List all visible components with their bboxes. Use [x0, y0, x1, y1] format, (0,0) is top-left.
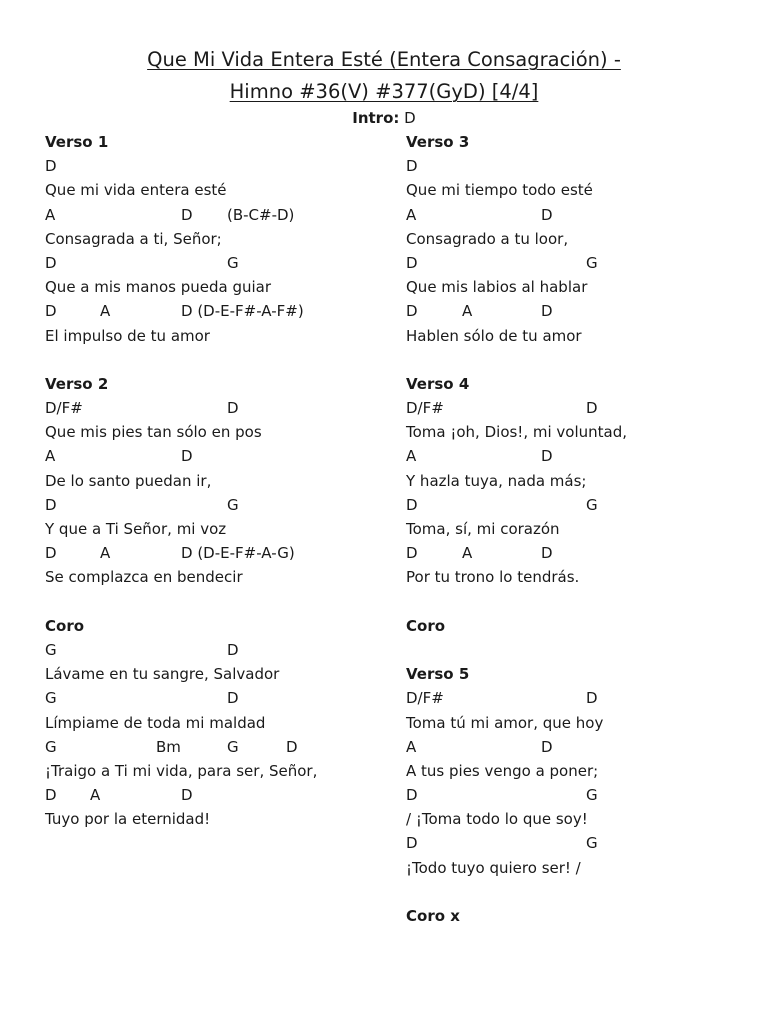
- song-title-line-1: [0, 48, 768, 72]
- chord: D: [541, 544, 553, 563]
- chord: D: [406, 302, 418, 321]
- lyric-line: Que a mis manos pueda guiar: [45, 278, 271, 297]
- chord: A: [100, 302, 111, 321]
- chord-row: [45, 251, 390, 275]
- chord: D: [406, 786, 418, 805]
- chord: D: [227, 640, 239, 659]
- chord: A: [90, 786, 101, 805]
- chord: D: [406, 834, 418, 853]
- chord: (B-C#-D): [227, 205, 295, 224]
- chord: D: [227, 689, 239, 708]
- section-heading: Verso 3: [406, 133, 470, 151]
- intro-line: [0, 108, 768, 128]
- spacer: [406, 590, 751, 614]
- lyric-line: De lo santo puedan ir,: [45, 471, 212, 490]
- lyric-line: El impulso de tu amor: [45, 326, 210, 345]
- chord-row: [45, 541, 390, 565]
- chord: D: [181, 205, 193, 224]
- chord: D: [541, 447, 553, 466]
- chord-row: [45, 638, 390, 662]
- section-heading: Verso 1: [45, 133, 109, 151]
- section-heading: Coro: [406, 616, 446, 635]
- chord: G: [45, 737, 57, 756]
- chord-row: [45, 396, 390, 420]
- lyric-line: Y que a Ti Señor, mi voz: [45, 520, 227, 538]
- chord: D: [181, 786, 193, 805]
- chord: D: [45, 302, 57, 321]
- spacer: [45, 348, 390, 372]
- spacer: [406, 638, 751, 662]
- lyric-line: ¡Traigo a Ti mi vida, para ser, Señor,: [45, 761, 318, 780]
- spacer: [45, 590, 390, 614]
- chord-row: [406, 735, 751, 759]
- chord: G: [227, 253, 239, 272]
- chord: D: [406, 253, 418, 272]
- chord-row: [45, 493, 390, 517]
- lyric-line: Límpiame de toda mi maldad: [45, 713, 266, 732]
- chord-row: [406, 493, 751, 517]
- section-heading: Verso 2: [45, 374, 109, 393]
- lyric-line: A tus pies vengo a poner;: [406, 761, 599, 780]
- lyric-line: Toma, sí, mi corazón: [406, 520, 560, 538]
- chord: G: [227, 737, 239, 756]
- song-title-text-1: Que Mi Vida Entera Esté (Entera Consagración) -: [147, 48, 621, 71]
- lyric-line: Se complazca en bendecir: [45, 568, 243, 587]
- chord-row: [406, 251, 751, 275]
- lyric-line: / ¡Toma todo lo que soy!: [406, 810, 588, 829]
- lyric-line: Consagrado a tu loor,: [406, 229, 569, 248]
- chord: A: [45, 205, 56, 224]
- chord-row: [45, 299, 390, 323]
- lyric-line: Tuyo por la eternidad!: [45, 810, 211, 829]
- chord-row: [406, 299, 751, 323]
- chord: D: [406, 544, 418, 563]
- right-column: [406, 130, 751, 928]
- chord: A: [100, 544, 111, 563]
- chord-row: [406, 444, 751, 468]
- chord: D/F#: [406, 399, 444, 418]
- section-heading: Verso 4: [406, 374, 470, 393]
- chord: A: [406, 737, 417, 756]
- chord-row: [406, 203, 751, 227]
- chord: G: [586, 834, 598, 853]
- lyric-line: Consagrada a ti, Señor;: [45, 229, 222, 248]
- chord-row: [406, 686, 751, 710]
- chord-row: [45, 154, 390, 178]
- chord: G: [586, 253, 598, 272]
- left-column: [45, 130, 390, 831]
- spacer: [406, 880, 751, 904]
- chord-row: [45, 203, 390, 227]
- chord-row: [406, 783, 751, 807]
- lyric-line: ¡Todo tuyo quiero ser! /: [406, 858, 581, 877]
- lyric-line: Toma tú mi amor, que hoy: [406, 713, 604, 732]
- chord: G: [586, 495, 598, 514]
- chord: A: [406, 205, 417, 224]
- chord: A: [45, 447, 56, 466]
- chord: D: [586, 399, 598, 418]
- spacer: [406, 348, 751, 372]
- section-heading: Verso 5: [406, 665, 470, 684]
- chord-row: [406, 831, 751, 855]
- chord: G: [45, 689, 57, 708]
- chord-row: [45, 735, 390, 759]
- chord: D: [541, 205, 553, 224]
- lyric-line: Toma ¡oh, Dios!, mi voluntad,: [406, 423, 628, 442]
- song-title-text-2: Himno #36(V) #377(GyD) [4/4]: [229, 80, 539, 103]
- chord: G: [586, 786, 598, 805]
- lyric-line: Por tu trono lo tendrás.: [406, 568, 580, 587]
- lyric-line: Que mis labios al hablar: [406, 278, 588, 297]
- chord: D (D-E-F#-A-F#): [181, 302, 304, 321]
- chord: D: [286, 737, 298, 756]
- chord: Bm: [156, 737, 181, 756]
- section-heading: Coro x: [406, 907, 460, 925]
- chord-row: [406, 154, 751, 178]
- chord: A: [406, 447, 417, 466]
- lyric-line: Que mis pies tan sólo en pos: [45, 423, 262, 442]
- chord: D: [586, 689, 598, 708]
- chord: D/F#: [406, 689, 444, 708]
- chord: G: [45, 640, 57, 659]
- chord-row: [406, 541, 751, 565]
- lyric-line: Lávame en tu sangre, Salvador: [45, 665, 280, 684]
- chord: D: [227, 399, 239, 418]
- chord: D: [45, 495, 57, 514]
- intro-label: Intro:: [352, 109, 400, 127]
- chord: D: [541, 737, 553, 756]
- lyric-line: Y hazla tuya, nada más;: [406, 471, 587, 490]
- lyric-line: Que mi vida entera esté: [45, 181, 227, 200]
- chord: D: [45, 786, 57, 805]
- chord: D: [45, 544, 57, 563]
- chord: D: [45, 253, 57, 272]
- chord: D/F#: [45, 399, 83, 418]
- chord: D: [181, 447, 193, 466]
- chord: D: [406, 495, 418, 514]
- lyric-line: Hablen sólo de tu amor: [406, 326, 582, 345]
- chord-row: [406, 396, 751, 420]
- chord-row: [45, 444, 390, 468]
- lyric-line: Que mi tiempo todo esté: [406, 181, 593, 200]
- song-title-line-2: [0, 80, 768, 104]
- chord: D: [406, 157, 418, 176]
- chord: D (D-E-F#-A-G): [181, 544, 295, 563]
- chord: D: [45, 157, 57, 176]
- chord: G: [227, 495, 239, 514]
- chord: A: [462, 544, 473, 563]
- chord-row: [45, 783, 390, 807]
- section-heading: Coro: [45, 616, 85, 635]
- intro-chord: D: [404, 109, 416, 127]
- chord: A: [462, 302, 473, 321]
- chord: D: [541, 302, 553, 321]
- chord-row: [45, 686, 390, 710]
